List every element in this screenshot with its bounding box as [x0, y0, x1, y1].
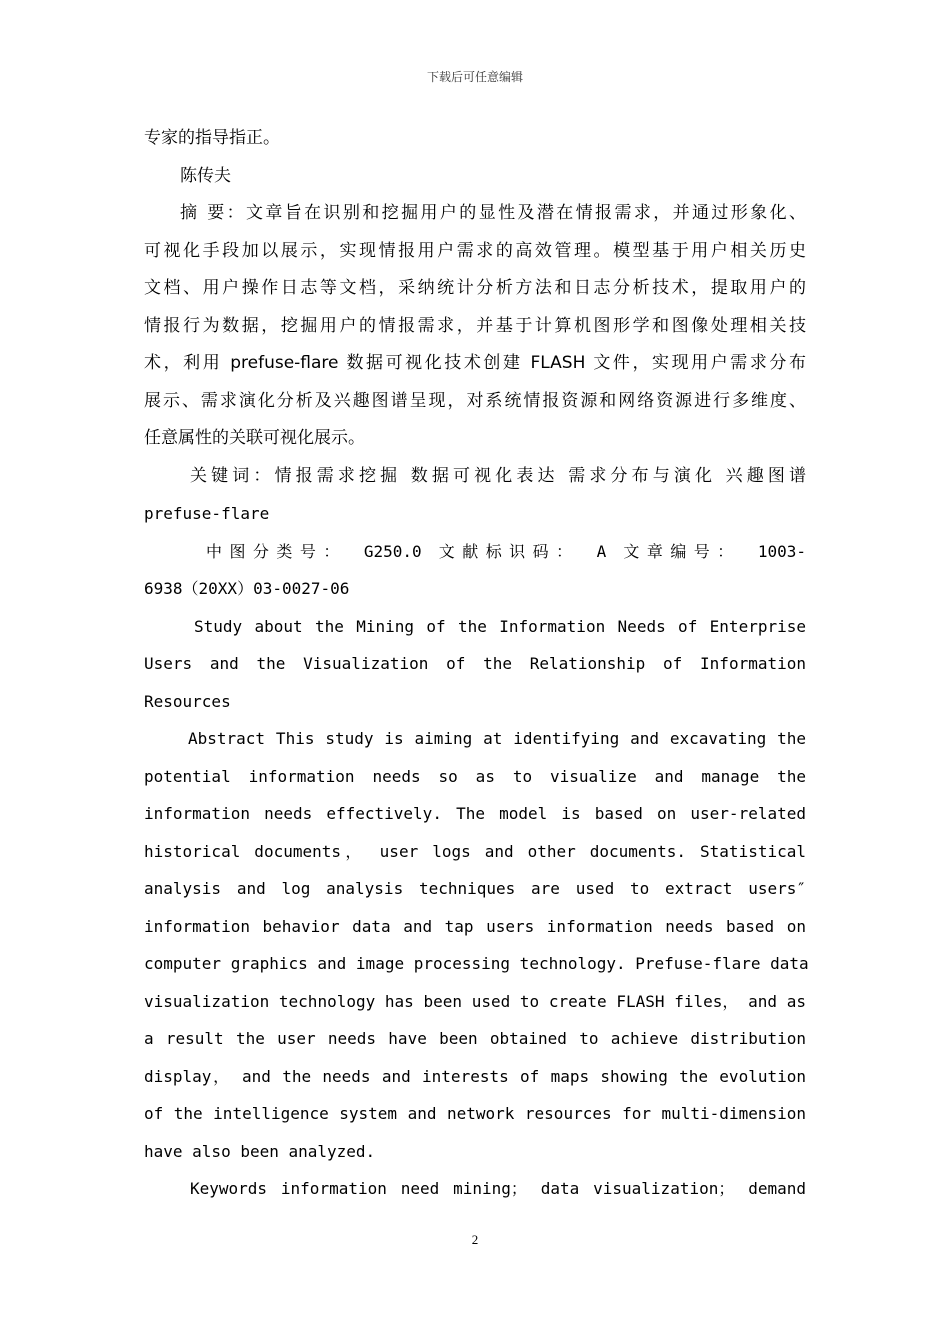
- abstract-en-line: a result the user needs have been obtained to achieve distribution: [144, 1029, 806, 1048]
- classification-line: 6938（20XX）03-0027-06: [144, 579, 350, 598]
- abstract-cn-line: 文档、用户操作日志等文档，采纳统计分析方法和日志分析技术，提取用户的: [144, 278, 806, 298]
- english-title-line: Resources: [144, 691, 231, 711]
- keywords-cn-line: 关键词：情报需求挖掘 数据可视化表达 需求分布与演化 兴趣图谱: [190, 465, 806, 486]
- abstract-en-line: of the intelligence system and network resources for multi-dimension: [144, 1104, 806, 1123]
- abstract-en-line: visualization technology has been used to create FLASH files， and as: [144, 991, 806, 1011]
- abstract-cn-line: 摘 要：文章旨在识别和挖掘用户的显性及潜在情报需求，并通过形象化、: [180, 203, 806, 223]
- keywords-en-line: Keywords information need mining； data visualization； demand: [190, 1179, 807, 1198]
- intro-line: 专家的指导指正。: [144, 128, 280, 148]
- abstract-en-line: have also been analyzed.: [144, 1141, 376, 1161]
- abstract-en-line: analysis and log analysis techniques are used to extract users″: [144, 879, 806, 898]
- abstract-en-line: information behavior data and tap users information needs based on: [144, 916, 806, 936]
- abstract-en-line: display， and the needs and interests of maps showing the evolution: [144, 1066, 806, 1086]
- page-number: 2: [471, 1232, 479, 1247]
- abstract-en-line: computer graphics and image processing technology. Prefuse-flare data: [144, 954, 809, 973]
- abstract-cn-line: 情报行为数据，挖掘用户的情报需求，并基于计算机图形学和图像处理相关技: [144, 315, 806, 336]
- classification-line: 中图分类号： G250.0 文献标识码： A 文章编号： 1003-: [206, 541, 806, 561]
- document-body: [144, 120, 809, 1208]
- abstract-cn-line: 可视化手段加以展示，实现情报用户需求的高效管理。模型基于用户相关历史: [144, 240, 806, 261]
- author-name: 陈传夫: [180, 165, 231, 186]
- abstract-en-line: potential information needs so as to visualize and manage the: [144, 766, 806, 786]
- english-title-line: Study about the Mining of the Information Needs of Enterprise: [194, 616, 806, 636]
- abstract-en-line: historical documents， user logs and other documents. Statistical: [144, 841, 806, 861]
- abstract-en-line: information needs effectively. The model is based on user-related: [144, 804, 806, 823]
- page-header-note: 下载后可任意编辑: [426, 70, 523, 84]
- abstract-cn-line: 展示、需求演化分析及兴趣图谱呈现，对系统情报资源和网络资源进行多维度、: [144, 390, 806, 411]
- english-title-line: Users and the Visualization of the Relationship of Information: [144, 654, 806, 673]
- abstract-cn-line: 术，利用 prefuse-flare 数据可视化技术创建 FLASH 文件，实现用户需求分布: [144, 353, 806, 373]
- abstract-cn-line: 任意属性的关联可视化展示。: [144, 428, 365, 448]
- abstract-en-line: Abstract This study is aiming at identifying and excavating the: [188, 729, 806, 748]
- keywords-cn-line: prefuse-flare: [144, 504, 270, 523]
